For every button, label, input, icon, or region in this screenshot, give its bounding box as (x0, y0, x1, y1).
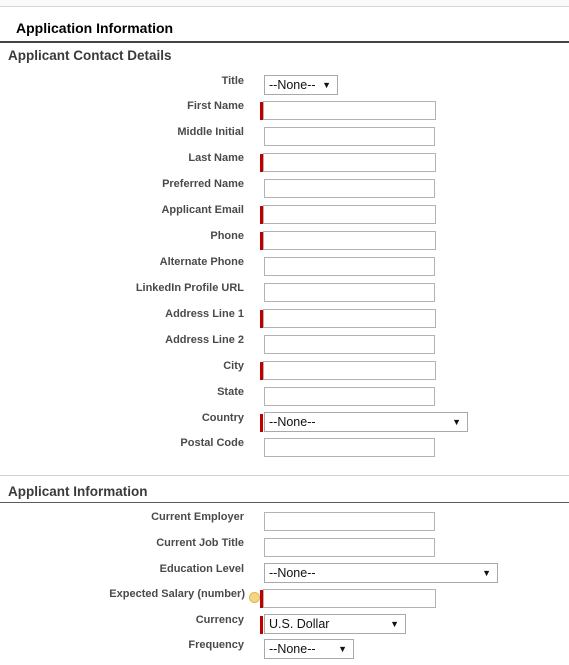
currency-select[interactable] (264, 614, 406, 634)
applicant-email-row (0, 203, 569, 225)
currency-row (0, 613, 569, 635)
phone-label: Phone (210, 230, 244, 242)
first-name-label: First Name (187, 100, 244, 112)
applicant-email-label: Applicant Email (161, 204, 244, 216)
education-level-label: Education Level (159, 563, 244, 575)
help-hint-icon[interactable] (249, 592, 260, 603)
expected-salary-row (0, 587, 569, 609)
last-name-row (0, 151, 569, 173)
first-name-input[interactable] (263, 101, 436, 120)
linkedin-url-input[interactable] (264, 283, 435, 302)
preferred-name-row (0, 177, 569, 199)
section-divider (0, 475, 569, 476)
caret-down-icon: ▼ (338, 644, 347, 654)
state-row (0, 385, 569, 407)
current-job-title-row (0, 536, 569, 558)
last-name-input[interactable] (263, 153, 436, 172)
required-marker (260, 414, 263, 432)
linkedin-url-row (0, 281, 569, 303)
middle-initial-row (0, 125, 569, 147)
current-employer-label: Current Employer (151, 511, 244, 523)
postal-code-input[interactable] (264, 438, 435, 457)
city-input[interactable] (263, 361, 436, 380)
postal-code-row (0, 436, 569, 458)
contact-section-title: Applicant Contact Details (8, 48, 172, 63)
education-level-row (0, 562, 569, 584)
education-level-select-value: --None-- (269, 566, 316, 580)
caret-down-icon: ▼ (322, 80, 331, 90)
country-select-value: --None-- (269, 415, 316, 429)
first-name-row (0, 99, 569, 121)
middle-initial-label: Middle Initial (177, 126, 244, 138)
address-line-1-row (0, 307, 569, 329)
country-select[interactable] (264, 412, 468, 432)
page-title: Application Information (16, 20, 174, 36)
alternate-phone-label: Alternate Phone (159, 256, 244, 268)
title-select[interactable] (264, 75, 338, 95)
applicant-section-title: Applicant Information (8, 484, 148, 499)
address-line-1-input[interactable] (263, 309, 436, 328)
address-line-2-label: Address Line 2 (165, 334, 244, 346)
country-row (0, 411, 569, 433)
expected-salary-input[interactable] (263, 589, 436, 608)
address-line-2-input[interactable] (264, 335, 435, 354)
header-divider (0, 41, 569, 43)
title-label: Title (221, 75, 244, 87)
state-label: State (217, 386, 244, 398)
currency-select-value: U.S. Dollar (269, 617, 330, 631)
linkedin-url-label: LinkedIn Profile URL (135, 282, 244, 294)
title-select-value: --None-- (269, 78, 316, 92)
phone-row (0, 229, 569, 251)
caret-down-icon: ▼ (390, 619, 399, 629)
expected-salary-label: Expected Salary (number) (109, 588, 245, 600)
top-edge (0, 0, 569, 7)
phone-input[interactable] (263, 231, 436, 250)
frequency-label: Frequency (188, 639, 244, 651)
required-marker (260, 616, 263, 634)
current-job-title-input[interactable] (264, 538, 435, 557)
current-employer-input[interactable] (264, 512, 435, 531)
preferred-name-input[interactable] (264, 179, 435, 198)
applicant-email-input[interactable] (263, 205, 436, 224)
preferred-name-label: Preferred Name (162, 178, 244, 190)
state-input[interactable] (264, 387, 435, 406)
caret-down-icon: ▼ (482, 568, 491, 578)
section-underline (0, 502, 569, 503)
last-name-label: Last Name (188, 152, 244, 164)
title-row (0, 74, 569, 96)
frequency-row (0, 638, 569, 660)
currency-label: Currency (195, 614, 244, 626)
alternate-phone-input[interactable] (264, 257, 435, 276)
postal-code-label: Postal Code (180, 437, 244, 449)
current-job-title-label: Current Job Title (156, 537, 244, 549)
current-employer-row (0, 510, 569, 532)
address-line-2-row (0, 333, 569, 355)
caret-down-icon: ▼ (452, 417, 461, 427)
education-level-select[interactable] (264, 563, 498, 583)
country-label: Country (201, 412, 244, 424)
city-row (0, 359, 569, 381)
address-line-1-label: Address Line 1 (165, 308, 244, 320)
city-label: City (223, 360, 244, 372)
frequency-select[interactable] (264, 639, 354, 659)
frequency-select-value: --None-- (269, 642, 316, 656)
alternate-phone-row (0, 255, 569, 277)
middle-initial-input[interactable] (264, 127, 435, 146)
